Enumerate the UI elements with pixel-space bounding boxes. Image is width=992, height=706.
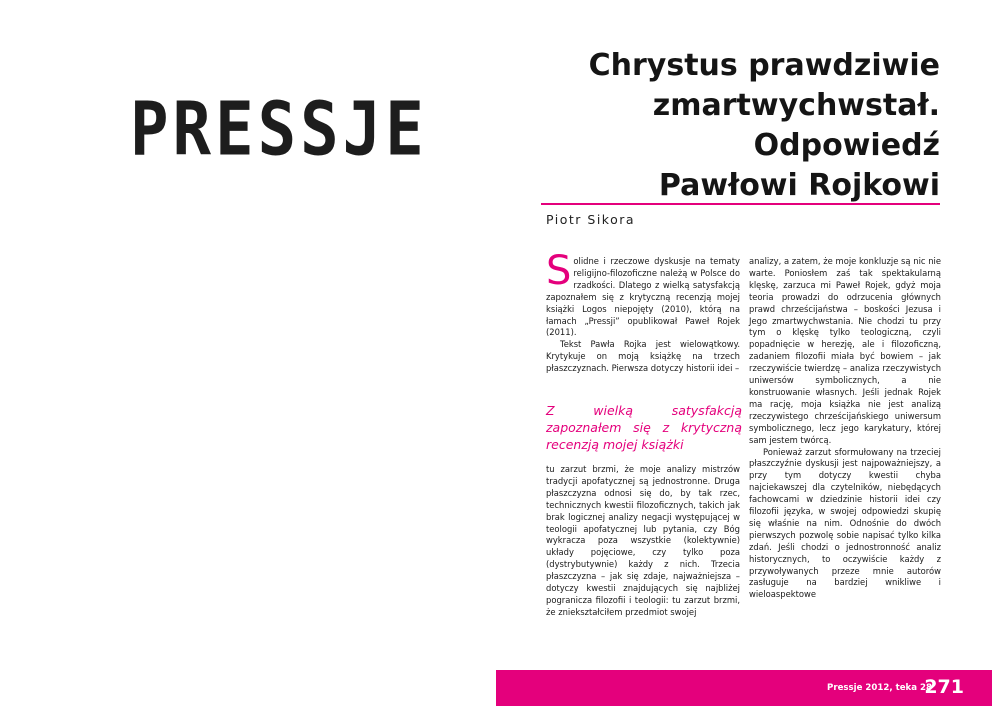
title-line: zmartwychwstał. <box>652 88 940 123</box>
paragraph: Tekst Pawła Rojka jest wielowątkowy. Krytykuje on moją książkę na trzech płaszczyznach. Pierwsza dotyczy historii idei – <box>546 339 740 374</box>
title-line: Chrystus prawdziwie <box>588 48 940 83</box>
paragraph <box>546 248 740 339</box>
title-line: Pawłowi Rojkowi <box>658 168 940 203</box>
drop-cap: S <box>546 248 572 294</box>
text-column-left-bottom <box>546 464 740 619</box>
paragraph: tu zarzut brzmi, że moje analizy mistrzów tradycji apofatycznej są jednostronne. Druga płaszczyzna odnosi się do, by tak rzec, technicznych kwestii filozoficznych, takich jak brak logicznej analizy negacji występującej w teologii apofatycznej lub pytania, czy Bóg wykracza poza wszystkie (kolektywnie) układy pojęciowe, czy tylko poza (dystrybutywnie) każdy z nich. Trzecia płaszczyzna – jak się zdaje, najważniejsza – dotyczy kwestii znajdujących się najbliżej pogranicza filozofii i teologii: tu zarzut brzmi, że zniekształciłem przedmiot swojej <box>546 464 740 617</box>
author-name: Piotr Sikora <box>546 212 636 227</box>
footer-bar <box>496 670 992 706</box>
text-column-left-top <box>546 248 740 375</box>
paragraph: analizy, a zatem, że moje konkluzje są nic nie warte. Poniosłem zaś tak spektakularną klęskę, zarzuca mi Paweł Rojek, gdyż moja teoria prowadzi do odrzucenia głównych prawd chrześcijaństwa – boskości Jezusa i Jego zmartwychwstania. Nie chodzi tu przy tym o klęskę tylko teologiczną, czyli popadnięcie w herezję, ale i filozoficzną, zadaniem filozofii miała być bowiem – jak rzeczywiście twierdzę – analiza rzeczywistych uniwersów symbolicznych, a nie konstruowanie własnych. Jeśli jednak Rojek ma rację, moja książka nie jest analizą rzeczywistego chrześcijańskiego uniwersum symbolicznego, lecz jego karykatury, której sam jestem twórcą. <box>749 256 941 445</box>
title-rule <box>541 203 940 205</box>
pull-quote: Z wielką satysfakcją zapoznałem się z krytyczną recenzją mojej książki <box>546 403 742 452</box>
magazine-logo: PRESSJE <box>130 88 428 174</box>
paragraph-text: olidne i rzeczowe dyskusje na tematy religijno-filozoficzne należą w Polsce do rzadkości. Dlatego z wielką satysfakcją zapoznałem się z krytyczną recenzją mojej książki Logos niepojęty (2010), którą na łamach „Pressji” opublikował Paweł Rojek (2011). <box>546 256 740 338</box>
paragraph: Ponieważ zarzut sformułowany na trzeciej płaszczyźnie dyskusji jest najpoważniejszy, a przy tym dotyczy kwestii chyba najciekawszej dla czytelników, niebędących fachowcami w dziedzinie historii idei czy filozofii języka, w swojej odpowiedzi skupię się właśnie na nim. Odnośnie do dwóch pierwszych pozwolę sobie napisać tylko kilka zdań. Jeśli chodzi o jednostronność analiz historycznych, to oczywiście każdy z przywoływanych przeze mnie autorów zasługuje na bardziej wnikliwe i wieloaspektowe <box>749 446 941 600</box>
page-number: 271 <box>924 676 964 698</box>
title-line: Odpowiedź <box>753 128 940 163</box>
journal-issue-label: Pressje 2012, teka 28 <box>827 683 932 693</box>
article-title <box>520 46 940 206</box>
text-column-right <box>749 256 941 601</box>
